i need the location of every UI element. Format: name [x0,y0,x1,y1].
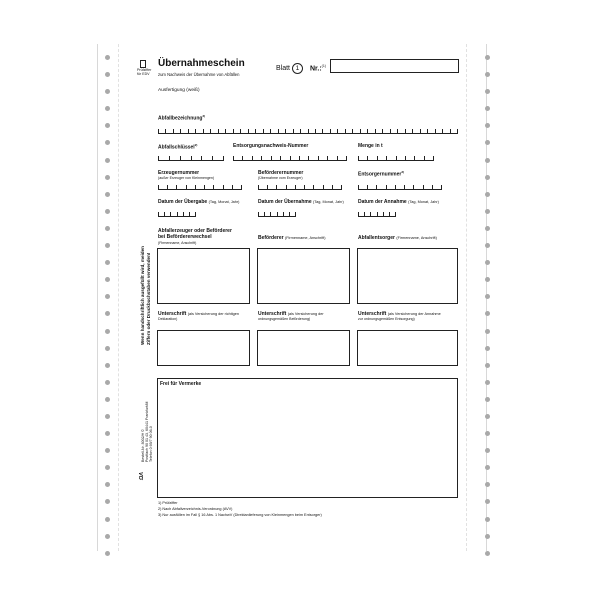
comb-tick [233,156,234,160]
feed-hole [485,226,490,231]
feed-hole [105,431,110,436]
feed-hole [485,465,490,470]
comb-tick [367,156,368,160]
comb-tick [352,129,353,133]
erzeugernummer-note: (außer Erzeuger von Kleinmengen) [158,176,215,180]
comb-tick [395,185,396,189]
feed-hole [485,448,490,453]
comb-tick [383,212,384,216]
unterschrift-befoerderer-note: ordnungsgemäßen Beförderung) [258,317,311,321]
comb-tick [367,185,368,189]
nr-label: Nr.:$^{(1)}$ [310,64,326,73]
footnote-1: 1) Prüfziffer [158,501,178,505]
comb-tick [435,129,436,133]
comb-tick [358,212,359,216]
comb-tick [332,185,333,189]
comb-tick [203,129,204,133]
comb-tick [258,185,259,189]
comb-tick [390,129,391,133]
comb-tick [264,212,265,216]
comb-tick [180,129,181,133]
feed-hole [105,465,110,470]
comb-tick [358,185,359,189]
comb-tick [176,185,177,189]
feed-hole [105,551,110,556]
feed-hole [485,209,490,214]
feed-hole [105,260,110,265]
comb-tick [304,185,305,189]
comb-tick [177,212,178,216]
unterschrift-entsorger-note: zur ordnungsgemäßen Entsorgung) [358,317,415,321]
comb-tick [195,129,196,133]
comb-tick [293,129,294,133]
tractor-holes-right [485,55,491,568]
comb-tick [165,129,166,133]
comb-tick [330,129,331,133]
comb-tick [189,212,190,216]
comb-tick [376,185,377,189]
entsorgungsnachweis-field[interactable] [233,155,347,161]
comb-tick [210,129,211,133]
feed-hole [485,329,490,334]
comb-tick [213,185,214,189]
comb-tick [204,185,205,189]
comb-tick [442,129,443,133]
comb-tick [345,129,346,133]
comb-tick [433,156,434,160]
comb-tick [337,156,338,160]
befoerderer-label: Beförderer (Firmenname, Anschrift) [258,235,326,241]
comb-tick [170,212,171,216]
comb-tick [232,185,233,189]
comb-tick [195,185,196,189]
publisher-order-no: Bestell-Nr. 8002/H © [141,429,145,462]
comb-tick [180,156,181,160]
comb-tick [223,156,224,160]
comb-tick [270,129,271,133]
feed-hole [485,294,490,299]
copy-label: Ausfertigung (weiß) [158,88,200,93]
feed-hole [105,380,110,385]
entsorgungsnachweis-label: Entsorgungsnachweis-Nummer [233,143,309,149]
feed-hole [105,482,110,487]
befoerderernummer-field[interactable] [258,184,342,190]
comb-tick [360,129,361,133]
feed-hole [105,140,110,145]
comb-tick [382,129,383,133]
comb-tick [396,156,397,160]
feed-hole [485,123,490,128]
feed-hole [105,534,110,539]
comb-tick [424,156,425,160]
comb-tick [183,212,184,216]
comb-tick [242,156,243,160]
comb-tick [169,156,170,160]
comb-tick [386,156,387,160]
comb-tick [267,185,268,189]
comb-tick [164,212,165,216]
comb-tick [276,185,277,189]
comb-tick [397,129,398,133]
feed-hole [485,482,490,487]
abfallschluessel-label: Abfallschlüssel$^{2)}$ [158,143,198,151]
unterschrift-befoerderer-label: Unterschrift (als Versicherung der [258,311,324,317]
datum-annahme-field[interactable] [358,211,396,217]
blatt-label: Blatt 1 [276,63,303,74]
comb-tick [323,185,324,189]
abfallbezeichnung-field[interactable] [158,128,458,134]
feed-hole [105,192,110,197]
erzeugernummer-label: Erzeugernummer [158,170,200,176]
feed-hole [105,294,110,299]
abfallentsorger-label: Abfallentsorger (Firmenname, Anschrift) [358,235,437,241]
vermerke-box[interactable] [157,378,458,498]
comb-tick [420,129,421,133]
comb-tick [173,129,174,133]
comb-tick [277,212,278,216]
comb-tick [299,156,300,160]
abfallerzeuger-box[interactable] [157,248,250,304]
nr-input[interactable] [330,59,459,73]
side-instruction-2: Ziffern oder Druckbuchstaben verwenden! [146,252,151,345]
comb-tick [240,129,241,133]
comb-tick [414,156,415,160]
feed-hole [485,192,490,197]
feed-hole [105,106,110,111]
abfallerzeuger-label-2: bei Befördererwechsel [158,234,212,240]
feed-hole [485,397,490,402]
feed-hole [485,260,490,265]
feed-hole [105,329,110,334]
comb-tick [280,156,281,160]
datum-uebernahme-field[interactable] [258,211,296,217]
comb-tick [308,156,309,160]
comb-tick [233,129,234,133]
feed-hole [485,534,490,539]
tractor-holes-left [105,55,111,568]
comb-tick [405,129,406,133]
abfallentsorger-box[interactable] [357,248,458,304]
feed-hole [485,363,490,368]
unterschrift-befoerderer-box[interactable] [257,330,350,366]
feed-hole [485,346,490,351]
comb-tick [341,185,342,189]
feed-hole [485,380,490,385]
comb-tick [308,129,309,133]
feed-hole [485,175,490,180]
comb-tick [404,185,405,189]
befoerderernummer-note: (Übernahme vom Erzeuger) [258,176,303,180]
feed-hole [105,517,110,522]
unterschrift-erzeuger-note: Deklaration) [158,317,178,321]
footnote-2: 2) Nach Abfallverzeichnis-Verordnung (AVV) [158,507,233,511]
comb-tick [289,212,290,216]
comb-tick [271,156,272,160]
comb-tick [300,129,301,133]
comb-tick [248,129,249,133]
comb-tick [295,212,296,216]
comb-tick [413,185,414,189]
datum-annahme-label: Datum der Annahme (Tag, Monat, Jahr) [358,199,439,205]
side-instruction-1: Wenn handschriftlich ausgefüllt wird, meiden [140,246,145,345]
vermerke-label: Frei für Vermerke [160,381,202,387]
abfallerzeuger-label: Abfallerzeuger oder Beförderer [158,228,232,234]
footnote-3: 3) Nur ausfüllen im Fall § 16 Abs. 1 NachwV (Direktanlieferung von Kleinmengen beim Entsorger) [158,513,322,517]
feed-hole [485,499,490,504]
comb-tick [261,156,262,160]
comb-tick [327,156,328,160]
comb-tick [423,185,424,189]
feed-hole [485,311,490,316]
comb-tick [158,156,159,160]
perforation-right [466,44,467,551]
comb-tick [337,129,338,133]
feed-hole [105,158,110,163]
feed-hole [485,517,490,522]
comb-tick [375,129,376,133]
page-title: Übernahmeschein [158,58,245,69]
comb-tick [218,129,219,133]
comb-tick [322,129,323,133]
feed-hole [105,363,110,368]
comb-tick [457,129,458,133]
abfallerzeuger-note: (Firmenname, Anschrift) [158,241,197,245]
comb-tick [377,156,378,160]
feed-hole [485,277,490,282]
feed-hole [485,431,490,436]
feed-hole [485,414,490,419]
comb-tick [389,212,390,216]
comb-tick [313,185,314,189]
comb-tick [241,185,242,189]
feed-hole [105,277,110,282]
comb-tick [386,185,387,189]
datum-uebergabe-field[interactable] [158,211,196,217]
comb-tick [263,129,264,133]
feed-hole [105,346,110,351]
datum-uebernahme-label: Datum der Übernahme (Tag, Monat, Jahr) [258,199,344,205]
befoerderernummer-label: Beförderernummer [258,170,304,176]
comb-tick [225,129,226,133]
feed-hole [105,89,110,94]
comb-tick [255,129,256,133]
abfallbezeichnung-label: Abfallbezeichnung$^{2)}$ [158,114,206,122]
feed-hole [485,140,490,145]
comb-tick [395,212,396,216]
menge-label: Menge in t [358,143,383,149]
feed-hole [105,448,110,453]
publisher-logo: ΩΛ [139,472,145,480]
comb-tick [252,156,253,160]
feed-hole [105,226,110,231]
comb-tick [191,156,192,160]
comb-tick [278,129,279,133]
blatt-number: 1 [292,63,303,74]
entsorgernummer-label: Entsorgernummer$^{3)}$ [358,170,405,178]
comb-tick [318,156,319,160]
comb-tick [158,129,159,133]
feed-hole [485,106,490,111]
comb-tick [158,185,159,189]
comb-tick [441,185,442,189]
comb-tick [290,156,291,160]
comb-tick [377,212,378,216]
erzeugernummer-field[interactable] [158,184,242,190]
comb-tick [367,129,368,133]
comb-tick [223,185,224,189]
feed-hole [485,158,490,163]
comb-tick [412,129,413,133]
comb-tick [315,129,316,133]
feed-hole [485,243,490,248]
datum-uebergabe-label: Datum der Übergabe (Tag, Monat, Jahr) [158,199,240,205]
unterschrift-erzeuger-box[interactable] [157,330,250,366]
feed-hole [105,55,110,60]
comb-tick [432,185,433,189]
comb-tick [195,212,196,216]
entsorgernummer-field[interactable] [358,184,442,190]
comb-tick [364,212,365,216]
menge-field[interactable] [358,155,434,161]
feed-hole [485,551,490,556]
feed-hole [485,72,490,77]
feed-hole [485,89,490,94]
perforation-left [118,44,119,551]
page-subtitle: zum Nachweis der Übernahme von Abfällen [158,72,240,77]
comb-tick [186,185,187,189]
comb-tick [270,212,271,216]
comb-tick [370,212,371,216]
comb-tick [167,185,168,189]
feed-hole [105,311,110,316]
comb-tick [258,212,259,216]
feed-hole [105,499,110,504]
edv-label: Prüfziffer für EDV [137,68,152,76]
befoerderer-box[interactable] [257,248,350,304]
comb-tick [212,156,213,160]
comb-tick [158,212,159,216]
unterschrift-entsorger-label: Unterschrift (als Versicherung der Annahme [358,311,441,317]
comb-tick [405,156,406,160]
unterschrift-erzeuger-label: Unterschrift (als Versicherung der richtigen [158,311,240,317]
feed-hole [105,123,110,128]
comb-tick [450,129,451,133]
comb-tick [427,129,428,133]
feed-hole [105,243,110,248]
feed-hole [105,397,110,402]
comb-tick [295,185,296,189]
comb-tick [346,156,347,160]
publisher-address-1: Postfach 90 01 43, 60441 Frankfurt/M [145,401,149,462]
publisher-address-2: Telefon 0 69/7 90 06-0 [149,426,153,462]
comb-tick [285,129,286,133]
feed-hole [485,55,490,60]
comb-tick [286,185,287,189]
comb-tick [358,156,359,160]
comb-tick [188,129,189,133]
unterschrift-entsorger-box[interactable] [357,330,458,366]
comb-tick [283,212,284,216]
feed-hole [105,209,110,214]
feed-hole [105,414,110,419]
abfallschluessel-field[interactable] [158,155,224,161]
feed-hole [105,175,110,180]
edv-box [140,60,146,68]
comb-tick [201,156,202,160]
feed-hole [105,72,110,77]
